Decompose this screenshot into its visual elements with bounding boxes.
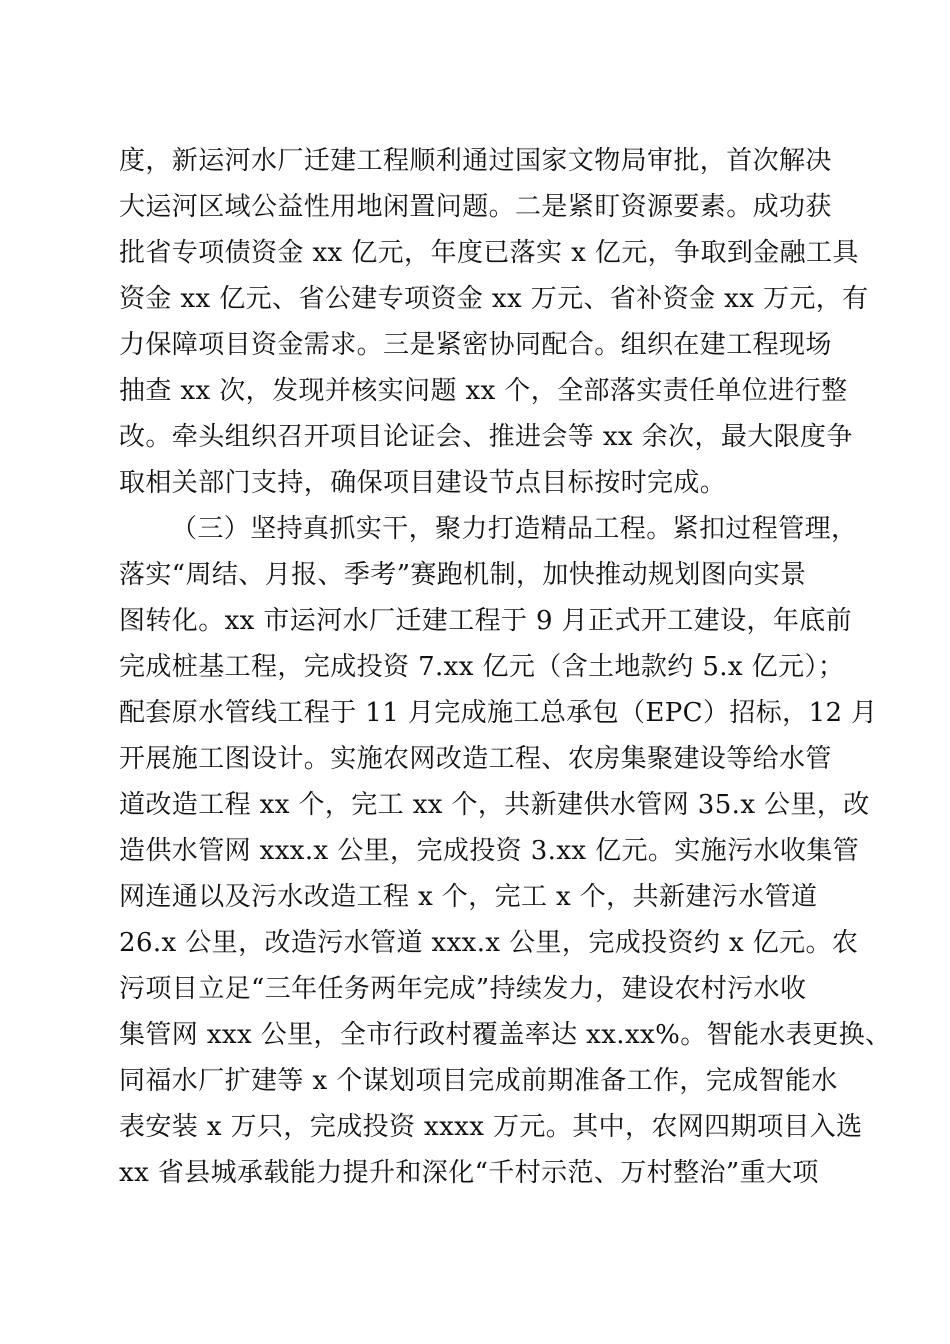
text-line: 资金 xx 亿元、省公建专项资金 xx 万元、省补资金 xx 万元，有 — [119, 284, 869, 314]
text-line: 道改造工程 xx 个，完工 xx 个，共新建供水管网 35.x 公里，改 — [119, 790, 870, 820]
text-line: 落实“周结、月报、季考”赛跑机制，加快推动规划图向实景 — [119, 560, 807, 590]
text-line: 造供水管网 xxx.x 公里，完成投资 3.xx 亿元。实施污水收集管 — [119, 836, 860, 866]
text-line: 26.x 公里，改造污水管道 xxx.x 公里，完成投资约 x 亿元。农 — [119, 928, 859, 958]
text-line: 网连通以及污水改造工程 x 个，完工 x 个，共新建污水管道 — [119, 882, 818, 912]
text-line: 污项目立足“三年任务两年完成”持续发力，建设农村污水收 — [119, 974, 807, 1004]
text-line: 同福水厂扩建等 x 个谋划项目完成前期准备工作，完成智能水 — [119, 1066, 838, 1096]
text-line: 表安装 x 万只，完成投资 xxxx 万元。其中，农网四期项目入选 — [119, 1112, 863, 1142]
text-line: 度，新运河水厂迁建工程顺利通过国家文物局审批，首次解决 — [119, 146, 832, 176]
text-line: 配套原水管线工程于 11 月完成施工总承包（EPC）招标，12 月 — [119, 698, 878, 728]
text-line: 力保障项目资金需求。三是紧密协同配合。组织在建工程现场 — [119, 330, 832, 360]
text-line: xx 省县城承载能力提升和深化“千村示范、万村整治”重大项 — [119, 1158, 819, 1188]
section-heading-line: （三）坚持真抓实干，聚力打造精品工程。紧扣过程管理， — [171, 514, 858, 544]
text-line: 改。牵头组织召开项目论证会、推进会等 xx 余次，最大限度争 — [119, 422, 853, 452]
text-line: 集管网 xxx 公里，全市行政村覆盖率达 xx.xx%。智能水表更换、 — [119, 1020, 892, 1050]
text-line: 取相关部门支持，确保项目建设节点目标按时完成。 — [119, 468, 727, 498]
text-line: 开展施工图设计。实施农网改造工程、农房集聚建设等给水管 — [119, 744, 832, 774]
text-line: 抽查 xx 次，发现并核实问题 xx 个，全部落实责任单位进行整 — [119, 376, 848, 406]
text-line: 批省专项债资金 xx 亿元，年度已落实 x 亿元，争取到金融工具 — [119, 238, 859, 268]
text-line: 完成桩基工程，完成投资 7.xx 亿元（含土地款约 5.x 亿元）； — [119, 652, 845, 682]
text-line: 图转化。xx 市运河水厂迁建工程于 9 月正式开工建设，年底前 — [119, 606, 853, 636]
text-line: 大运河区域公益性用地闲置问题。二是紧盯资源要素。成功获 — [119, 192, 832, 222]
